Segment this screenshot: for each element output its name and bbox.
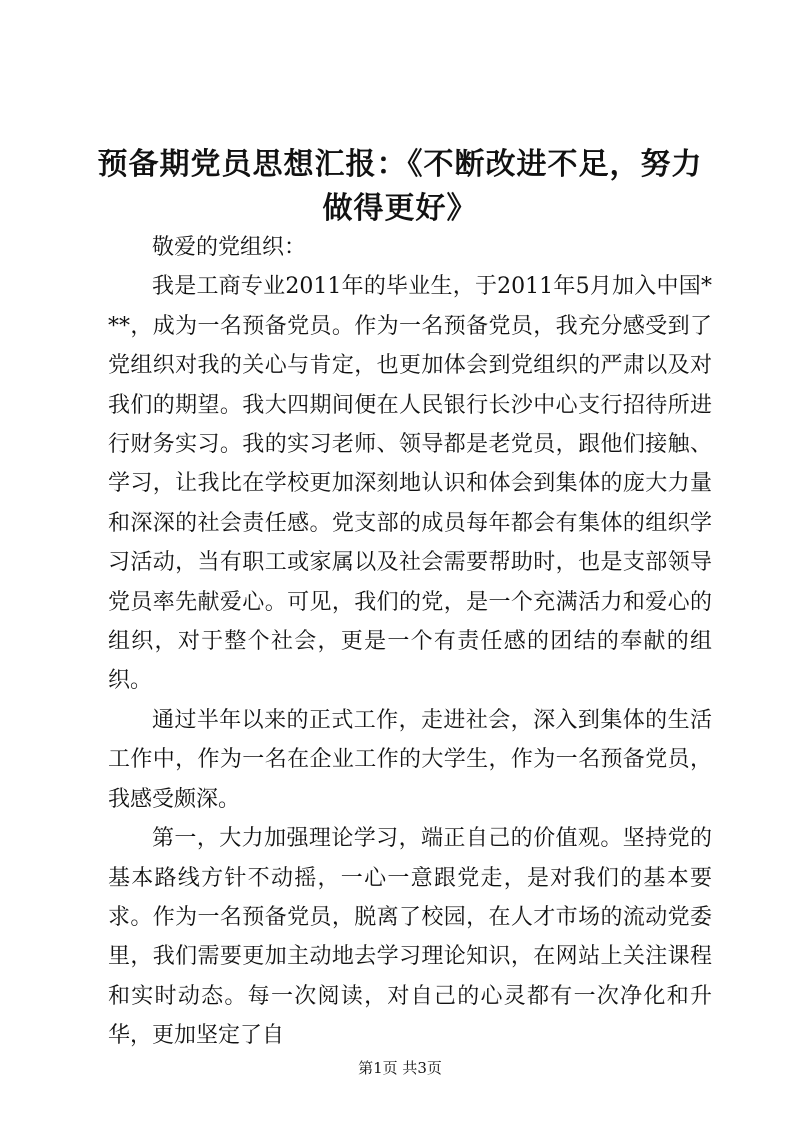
document-body xyxy=(108,228,712,1056)
document-title: 预备期党员思想汇报：《不断改进不足，努力做得更好》 xyxy=(97,147,703,226)
page-indicator: 第1页 共3页 xyxy=(358,1059,442,1077)
paragraph-3: 第一，大力加强理论学习，端正自己的价值观。坚持党的基本路线方针不动摇，一心一意跟党走，是对我们的基本要求。作为一名预备党员，脱离了校园，在人才市场的流动党委里，我们需要更加主动地去学习理论知识，在网站上关注课程和实时动态。每一次阅读，对自己的心灵都有一次净化和升华，更加坚定了自 xyxy=(108,826,712,1049)
salutation: 敬爱的党组织： xyxy=(152,235,307,260)
paragraph-1: 我是工商专业2011年的毕业生，于2011年5月加入中国***，成为一名预备党员。作为一名预备党员，我充分感受到了党组织对我的关心与肯定，也更加体会到党组织的严肃以及对我们的期望。我大四期间便在人民银行长沙中心支行招待所进行财务实习。我的实习老师、领导都是老党员，跟他们接触、学习，让我比在学校更加深刻地认识和体会到集体的庞大力量和深深的社会责任感。党支部的成员每年都会有集体的组织学习活动，当有职工或家属以及社会需要帮助时，也是支部领导党员率先献爱心。可见，我们的党，是一个充满活力和爱心的组织，对于整个社会，更是一个有责任感的团结的奉献的组织。 xyxy=(108,274,712,694)
paragraph-2: 通过半年以来的正式工作，走进社会，深入到集体的生活工作中，作为一名在企业工作的大学生，作为一名预备党员，我感受颇深。 xyxy=(108,707,712,812)
page-footer xyxy=(0,1058,800,1078)
